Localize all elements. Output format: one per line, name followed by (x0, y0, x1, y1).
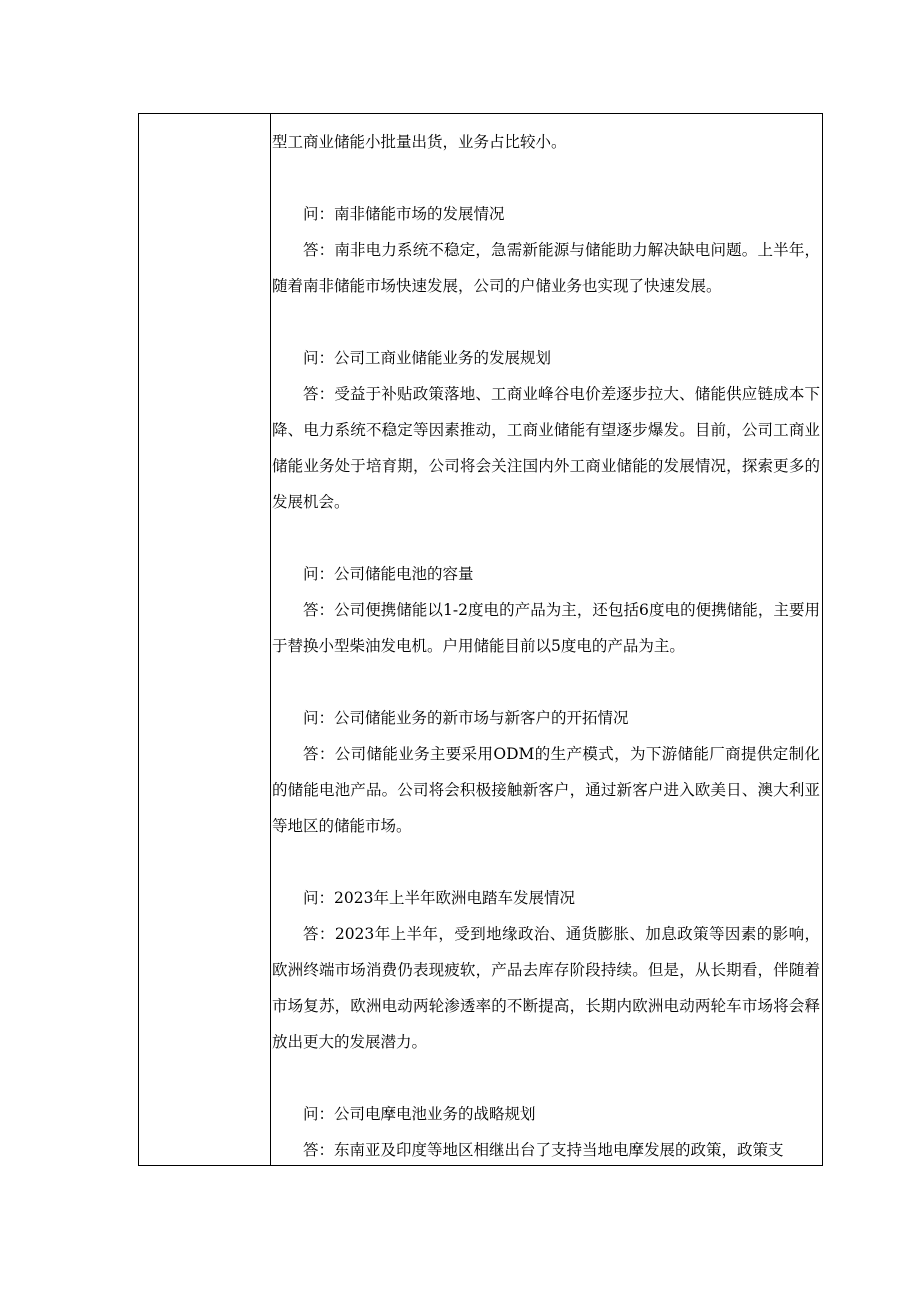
answer-2: 答：受益于补贴政策落地、工商业峰谷电价差逐步拉大、储能供应链成本下降、电力系统不稳定等因素推动，工商业储能有望逐步爆发。目前，公司工商业储能业务处于培育期，公司将会关注国内外工商业储能的发展情况，探索更多的发展机会。 (272, 385, 820, 511)
answer-1: 答：南非电力系统不稳定，急需新能源与储能助力解决缺电问题。上半年，随着南非储能市场快速发展，公司的户储业务也实现了快速发展。 (272, 241, 820, 295)
answer-6: 答：东南亚及印度等地区相继出台了支持当地电摩发展的政策，政策支 (303, 1141, 784, 1159)
question-5: 问：2023年上半年欧洲电踏车发展情况 (303, 889, 575, 907)
question-2: 问：公司工商业储能业务的发展规划 (303, 349, 552, 367)
intro-line: 型工商业储能小批量出货，业务占比较小。 (272, 133, 567, 151)
question-3: 问：公司储能电池的容量 (303, 565, 474, 583)
question-1: 问：南非储能市场的发展情况 (303, 205, 505, 223)
table-content-cell (272, 124, 820, 1168)
column-divider (270, 114, 271, 1165)
answer-5: 答：2023年上半年，受到地缘政治、通货膨胀、加息政策等因素的影响，欧洲终端市场消费仍表现疲软，产品去库存阶段持续。但是，从长期看，伴随着市场复苏，欧洲电动两轮渗透率的不断提高，长期内欧洲电动两轮车市场将会释放出更大的发展潜力。 (272, 925, 820, 1051)
record-table (138, 113, 823, 1166)
question-4: 问：公司储能业务的新市场与新客户的开拓情况 (303, 709, 629, 727)
question-6: 问：公司电摩电池业务的战略规划 (303, 1105, 536, 1123)
answer-4: 答：公司储能业务主要采用ODM的生产模式，为下游储能厂商提供定制化的储能电池产品。公司将会积极接触新客户，通过新客户进入欧美日、澳大利亚等地区的储能市场。 (272, 745, 820, 835)
answer-3: 答：公司便携储能以1-2度电的产品为主，还包括6度电的便携储能，主要用于替换小型柴油发电机。户用储能目前以5度电的产品为主。 (272, 601, 820, 655)
